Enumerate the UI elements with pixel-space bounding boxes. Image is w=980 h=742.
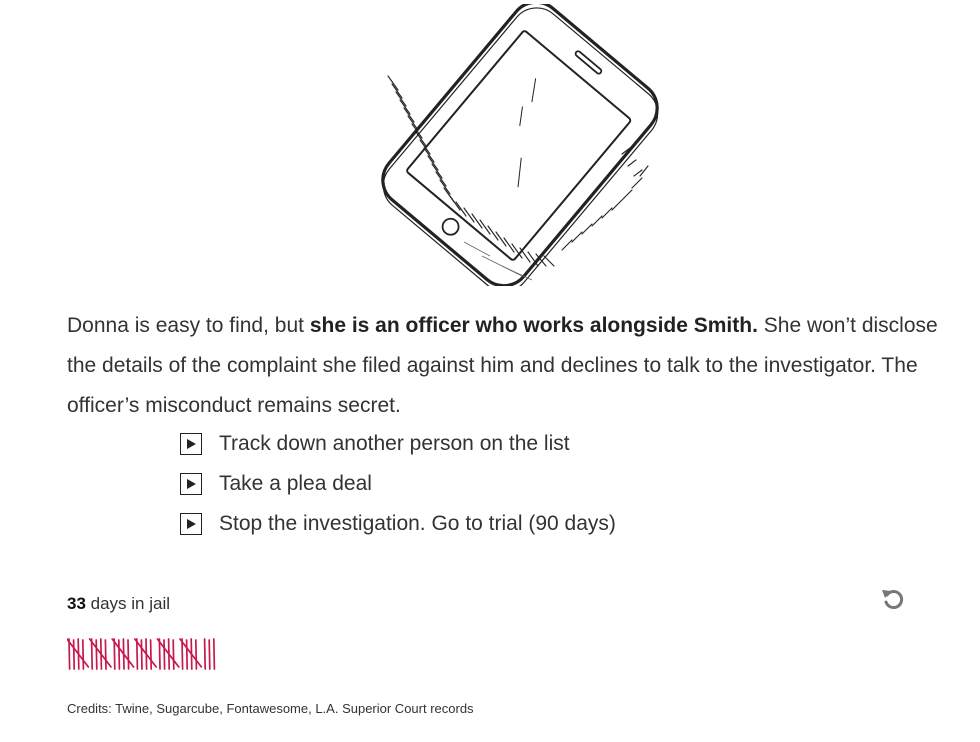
tally-stroke: [173, 640, 174, 669]
tally-marks: [67, 636, 297, 672]
undo-icon[interactable]: [880, 586, 906, 612]
choice-list: [180, 424, 616, 544]
tally-stroke: [196, 640, 197, 669]
tally-stroke: [151, 640, 152, 669]
smartphone-sketch: [372, 4, 672, 286]
choice-plea-deal[interactable]: [180, 464, 616, 504]
tally-stroke: [83, 640, 84, 669]
choice-track-down-link[interactable]: Track down another person on the list: [219, 432, 570, 455]
choice-go-to-trial[interactable]: [180, 504, 616, 544]
choice-track-down[interactable]: [180, 424, 616, 464]
tally-stroke: [214, 639, 215, 669]
play-square-icon[interactable]: [180, 473, 202, 495]
choice-plea-deal-link[interactable]: Take a plea deal: [219, 472, 372, 495]
days-in-jail-status: [67, 594, 170, 614]
passage-emphasis: she is an officer who works alongside Smith.: [309, 314, 758, 337]
play-square-icon[interactable]: [180, 433, 202, 455]
days-label: days in jail: [85, 594, 171, 613]
tally-stroke: [105, 640, 106, 669]
tally-stroke: [209, 640, 210, 669]
days-count: 33: [67, 594, 86, 613]
tally-stroke: [187, 640, 188, 669]
tally-stroke: [128, 640, 129, 669]
passage-text: [67, 306, 957, 426]
tally-stroke: [96, 640, 97, 669]
play-square-icon[interactable]: [180, 513, 202, 535]
tally-stroke: [74, 640, 75, 669]
passage-text-start: Donna is easy to find, but: [67, 314, 310, 337]
passage-text-end: She won’t disclose the details of the complaint she filed against him and declines to talk to the investigator. The officer’s misconduct remains secret.: [67, 314, 938, 417]
choice-go-to-trial-link[interactable]: Stop the investigation. Go to trial (90 days): [219, 512, 616, 535]
tally-stroke: [119, 640, 120, 669]
tally-stroke: [141, 640, 142, 669]
credits: Credits: Twine, Sugarcube, Fontawesome, L.A. Superior Court records: [67, 701, 474, 716]
tally-stroke: [205, 639, 206, 669]
tally-stroke: [164, 640, 165, 669]
